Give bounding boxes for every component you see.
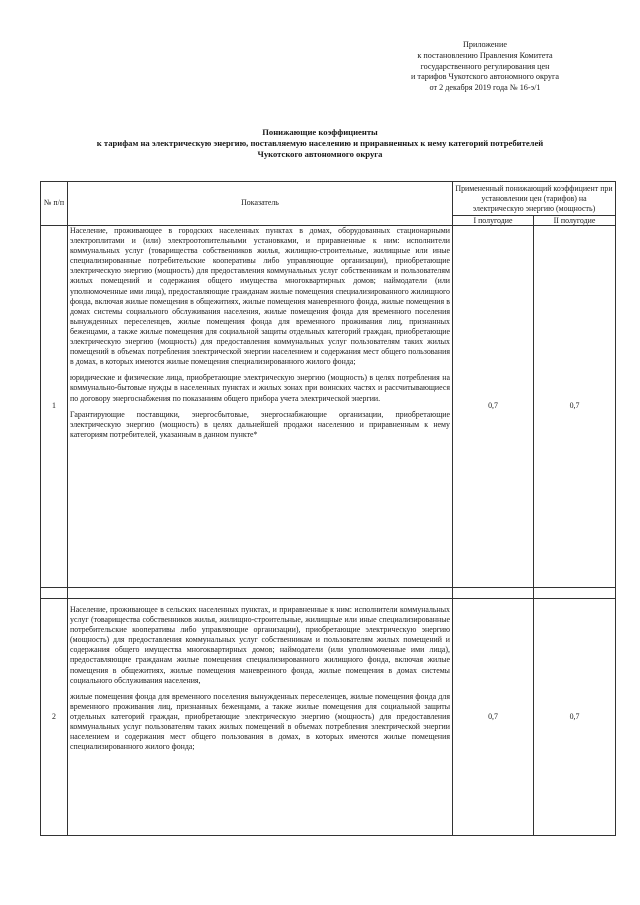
appendix-block xyxy=(380,40,590,94)
header-half-1: I полугодие xyxy=(453,216,534,226)
description-paragraph: Гарантирующие поставщики, энергосбытовые, энергоснабжающие организации, приобретающие электрическую энергию (мощность) в целях дальнейшей продажи населению и приравненным к нему категориям потребителей, указанным в данном пункте* xyxy=(70,409,450,439)
title-line: Чукотского автономного округа xyxy=(257,149,383,159)
table-spacer-row xyxy=(41,588,616,599)
row-number: 2 xyxy=(41,599,68,836)
row-value-half-2: 0,7 xyxy=(534,226,616,588)
title-line: к тарифам на электрическую энергию, поставляемую населению и приравненных к нему категорий потребителей xyxy=(96,138,544,148)
table-header-row xyxy=(41,182,616,216)
document-title xyxy=(60,127,580,160)
row-value-half-1: 0,7 xyxy=(453,226,534,588)
description-paragraph: юридические и физические лица, приобретающие электрическую энергию (мощность) в целях потребления на коммунально-бытовые нужды в населенных пунктах и жилых зонах при воинских частях и рассчитывающиеся по договору энергоснабжения по показаниям общего прибора учета электрической энергии. xyxy=(70,373,450,403)
appendix-line: Приложение xyxy=(463,40,507,49)
appendix-line: государственного регулирования цен xyxy=(420,61,550,71)
appendix-line: и тарифов Чукотского автономного округа xyxy=(410,72,560,82)
row-description xyxy=(68,599,453,836)
header-indicator: Показатель xyxy=(68,182,453,226)
description-paragraph: Население, проживающее в сельских населенных пунктах, и приравненные к ним: исполнители коммунальных услуг (товарищества собственников жилья, жилищно-строительные, жилищные или иные специализированные потребительские кооперативы либо управляющие организации), приобретающие электрическую энергию (мощность) для предоставления коммунальных услуг собственникам и пользователям жилых помещений и содержания общего имущества многоквартирных домов; наймодатели (или уполномоченные ими лица), предоставляющие гражданам жилые помещения специализированного жилищного фонда, включая жилые помещения в общежитиях, жилые помещения маневренного фонда, жилые помещения в домах системы социального обслуживания населения, xyxy=(70,605,450,685)
title-line: Понижающие коэффициенты xyxy=(262,127,378,137)
row-value-half-2: 0,7 xyxy=(534,599,616,836)
row-value-half-1: 0,7 xyxy=(453,599,534,836)
table-row xyxy=(41,599,616,836)
header-num: № п/п xyxy=(41,182,68,226)
coefficients-table xyxy=(40,181,616,836)
appendix-line: к постановлению Правления Комитета xyxy=(417,50,553,60)
description-paragraph: жилые помещения фонда для временного поселения вынужденных переселенцев, жилые помещения фонда для временного проживания лиц, признанных беженцами, а также жилые помещения для социальной защиты отдельных категорий граждан, приобретающие электрическую энергию (мощность) для предоставления коммунальных услуг пользователям таких жилых помещений в объемах потребления электрической энергии населением и содержания мест общего пользования в домах, в которых имеются жилые помещения специализированного жилого фонда; xyxy=(70,691,450,752)
row-description xyxy=(68,226,453,588)
header-half-2: II полугодие xyxy=(534,216,616,226)
table-row xyxy=(41,226,616,588)
description-paragraph: Население, проживающее в городских населенных пунктах в домах, оборудованных стационарными электроплитами и (или) электроотопительными установками, и приравненные к ним: исполнители коммунальных услуг (товарищества собственников жилья, жилищно-строительные, жилищные или иные специализированные потребительские кооперативы либо управляющие организации), приобретающие электрическую энергию (мощность) для предоставления коммунальных услуг собственникам и пользователям жилых помещений и содержания общего имущества многоквартирных домов; наймодатели (или уполномоченные ими лица), предоставляющие гражданам жилые помещения специализированного жилищного фонда, включая жилые помещения в общежитиях, жилые помещения маневренного фонда, жилые помещения в домах системы социального обслуживания населения, жилые помещения фонда для временного поселения вынужденных переселенцев, жилые помещения фонда для временного проживания лиц, признанных беженцами, а также жилые помещения для социальной защиты отдельных категорий граждан, приобретающие электрическую энергию (мощность) для предоставления коммунальных услуг пользователям таких жилых помещений в объемах потребления электрической энергии населением и содержания мест общего пользования в домах, в которых имеются жилые помещения специализированного жилого фонда; xyxy=(70,226,450,367)
row-number: 1 xyxy=(41,226,68,588)
appendix-line: от 2 декабря 2019 года № 16-э/1 xyxy=(429,83,541,93)
header-coefficient: Примененный понижающий коэффициент при установлении цен (тарифов) на электрическую энергию (мощность) xyxy=(453,182,616,216)
